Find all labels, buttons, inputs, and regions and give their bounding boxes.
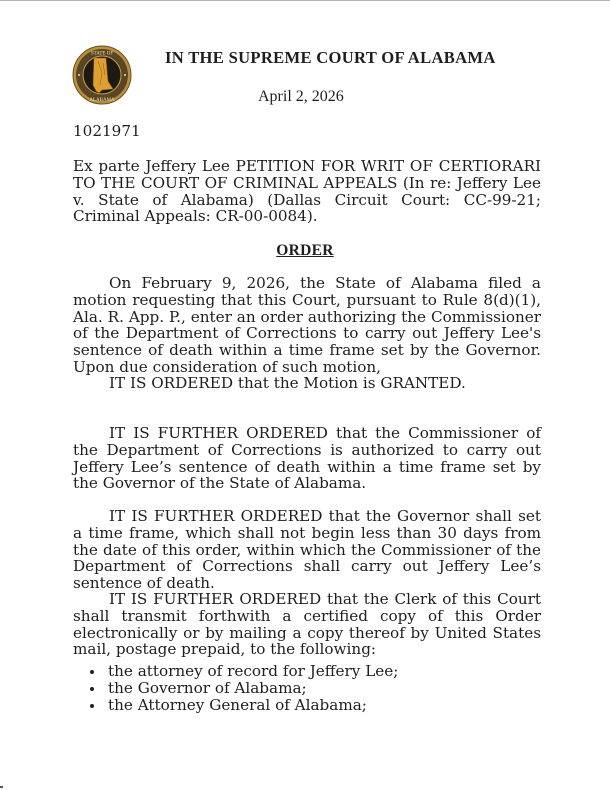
bullet-icon — [90, 670, 94, 674]
bullet-icon — [90, 704, 94, 708]
order-date: April 2, 2026 — [258, 88, 344, 105]
list-item — [90, 697, 398, 714]
page-top-border — [0, 0, 610, 1]
case-number: 1021971 — [73, 122, 141, 140]
svg-text:ALABAMA: ALABAMA — [89, 98, 115, 103]
paragraph-motion: On February 9, 2026, the State of Alabama filed a motion requesting that this Court, pursuant to Rule 8(d)(1), Ala. R. App. P., enter an order authorizing the Commissioner of the Department of Corrections to carry out Jeffery Lee's sentence of death within a time frame set by the Governor. Upon due consideration of such motion, — [73, 274, 541, 376]
paragraph-time-frame: IT IS FURTHER ORDERED that the Governor shall set a time frame, which shall not begin less than 30 days from the date of this order, within which the Commissioner of the Department of Corrections shall carry out Jeffery Lee’s sentence of death. — [73, 507, 541, 593]
recipient-list — [90, 663, 398, 713]
list-item — [90, 663, 398, 680]
recipient-text: the Attorney General of Alabama; — [108, 695, 367, 714]
scan-artifact — [0, 786, 3, 788]
svg-text:STATE OF: STATE OF — [90, 51, 114, 57]
court-title: IN THE SUPREME COURT OF ALABAMA — [165, 48, 496, 67]
state-of-alabama-seal — [72, 45, 132, 105]
list-item — [90, 680, 398, 697]
order-heading: ORDER — [276, 242, 334, 259]
paragraph-authorization: IT IS FURTHER ORDERED that the Commissioner of the Department of Corrections is authorized to carry out Jeffery Lee’s sentence of death within a time frame set by the Governor of the State of Alabama. — [73, 424, 541, 493]
paragraph-transmit: IT IS FURTHER ORDERED that the Clerk of this Court shall transmit forthwith a certified copy of this Order electronically or by mailing a copy thereof by United States mail, postage prepaid, to the following: — [73, 590, 541, 659]
paragraph-granted: IT IS ORDERED that the Motion is GRANTED. — [109, 374, 466, 392]
bullet-icon — [90, 687, 94, 691]
case-caption: Ex parte Jeffery Lee PETITION FOR WRIT OF CERTIORARI TO THE COURT OF CRIMINAL APPEALS (In re: Jeffery Lee v. State of Alabama) (Dallas Circuit Court: CC-99-21; Criminal Appeals: CR-00-0084). — [73, 157, 541, 226]
recipient-text: the Governor of Alabama; — [108, 678, 307, 697]
recipient-text: the attorney of record for Jeffery Lee; — [108, 662, 399, 680]
